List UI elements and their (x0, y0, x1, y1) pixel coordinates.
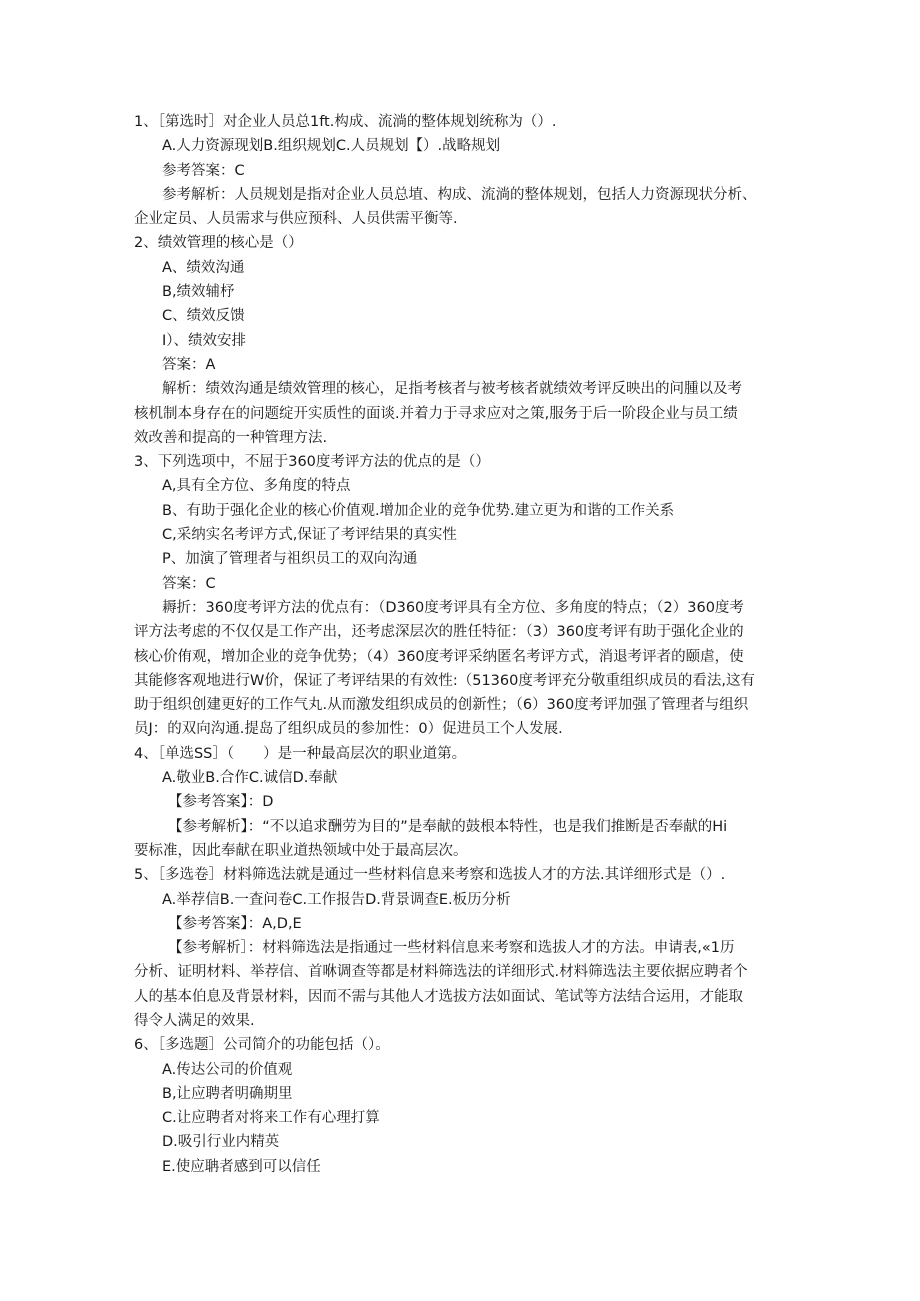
option-item: B、有助于强化企业的核心价值观.增加企业的竞争优势.建立更为和谐的工作关系 (162, 502, 675, 519)
analysis-line: 【参考解析］：材料筛选法是指通过一些材料信息来考察和选拔人才的方法。申请表,«1历 (168, 940, 735, 957)
question-stem: 6、［多选题］公司简介的功能包括（）。 (134, 1037, 390, 1054)
analysis-line: 其能修客观地进行W价，保证了考评结果的有效性:（51360度考评充分敬重组织成员的看法,这有 (134, 672, 755, 689)
option-item: B,绩效辅杼 (162, 284, 235, 301)
analysis-line: 助于组织创建更好的工作气丸.从而激发组织成员的创新性；（6）360度考评加强了管理者与组织 (134, 697, 749, 714)
question-stem: 3、下列选项中，不屈于360度考评方法的优点的是（） (134, 454, 490, 471)
analysis-line: 企业定员、人员需求与供应预科、人员供需平衡等. (134, 211, 458, 228)
question-stem: 4、［单选SS］（ ）是一种最高层次的职业道第。 (134, 745, 467, 762)
option-item: C,采纳实名考评方式,保证了考评结果的真实性 (162, 527, 457, 544)
option-item: I）、绩效安排 (162, 332, 247, 349)
question-answer: 【参考答案】：A,D,E (168, 915, 302, 932)
analysis-line: 评方法考虑的不仅仅是工作产出，还考虑深层次的胜任特征：（3）360度考评有助于强化企业的 (134, 624, 744, 641)
question-stem: 2、绩效管理的核心是（） (134, 235, 303, 252)
option-item: C.让应聘者对将来工作有心理打算 (162, 1110, 380, 1127)
analysis-line: 效改善和提高的一种管理方法. (134, 429, 328, 446)
analysis-line: 耨折：360度考评方法的优点有：（D360度考评具有全方位、多角度的特点；（2）360度考 (162, 599, 744, 616)
question-answer: 答案：C (162, 575, 216, 592)
question-answer: 【参考答案】：D (168, 794, 274, 811)
analysis-line: 要标准，因此奉献在职业道热领域中处于最高层次。 (134, 842, 468, 859)
option-item: A.传达公司的价值观 (162, 1061, 293, 1078)
analysis-line: 核心价侑观，增加企业的竞争优势；（4）360度考评采纳匿名考评方式，消退考评者的颐虐，使 (134, 648, 744, 665)
question-answer: 参考答案：C (162, 162, 245, 179)
option-item: P、加演了管理者与祖织员工的双向沟通 (162, 551, 418, 568)
analysis-line: 核机制本身存在的问题绽开实质性的面谈.并着力于寻求应对之策,服务于后一阶段企业与员工绩 (134, 405, 738, 422)
question-answer: 答案：A (162, 356, 216, 373)
question-stem: 1、［第选时］对企业人员总1ft.构成、流淌的整体规划统称为（）. (134, 114, 557, 130)
document-body (0, 110, 920, 1179)
analysis-line: 【参考解析】：“不以追求酬劳为目的”是奉献的鼓根本特性，也是我们推断是否奉献的Hi (168, 818, 728, 835)
option-item: B,让应聘者明确期里 (162, 1085, 293, 1102)
question-options: A.举荐信B.一査问卷C.工作报告D.背景调查E.板历分析 (162, 891, 511, 908)
option-item: E.使应聃者感到可以信任 (162, 1158, 321, 1175)
analysis-line: 参考解析：人员规划是指对企业人员总埴、构成、流淌的整体规划，包括人力资源现状分析、 (162, 186, 757, 203)
analysis-line: 解析：绩效沟通是绩效管理的核心，足指考核者与被考核者就绩效考评反映出的问腫以及考 (162, 381, 742, 398)
analysis-line: 分析、证明材料、举荐信、首咻调查等都是材料筛选法的详细形式.材料筛选法主要依据应聘者个 (134, 964, 748, 981)
question-options: A.敬业B.合作C.诚信D.奉献 (162, 770, 338, 787)
question-options: A.人力资源现划B.组织规划C.人员规划【）.战略规划 (162, 138, 501, 155)
option-item: A、绩效沟通 (162, 259, 245, 276)
analysis-line: 员J：的双向沟通.提岛了组织成员的参加性：0）促进员工个人发展. (134, 721, 563, 738)
question-stem: 5、［多选卷］材料筛选法就是通过一些材料信息来考察和选拔人才的方法.其详细形式是（）. (134, 867, 726, 884)
option-item: A,具有全方位、多角度的特点 (162, 478, 351, 495)
analysis-line: 人的基本伯息及背景材料，因而不需与其他人才选拔方法如面试、笔试等方法结合运用，才能取 (134, 988, 743, 1005)
option-item: C、绩效反馈 (162, 308, 245, 325)
option-item: D.吸引行业内精英 (162, 1134, 280, 1151)
analysis-line: 得令人满足的效果. (134, 1012, 255, 1029)
